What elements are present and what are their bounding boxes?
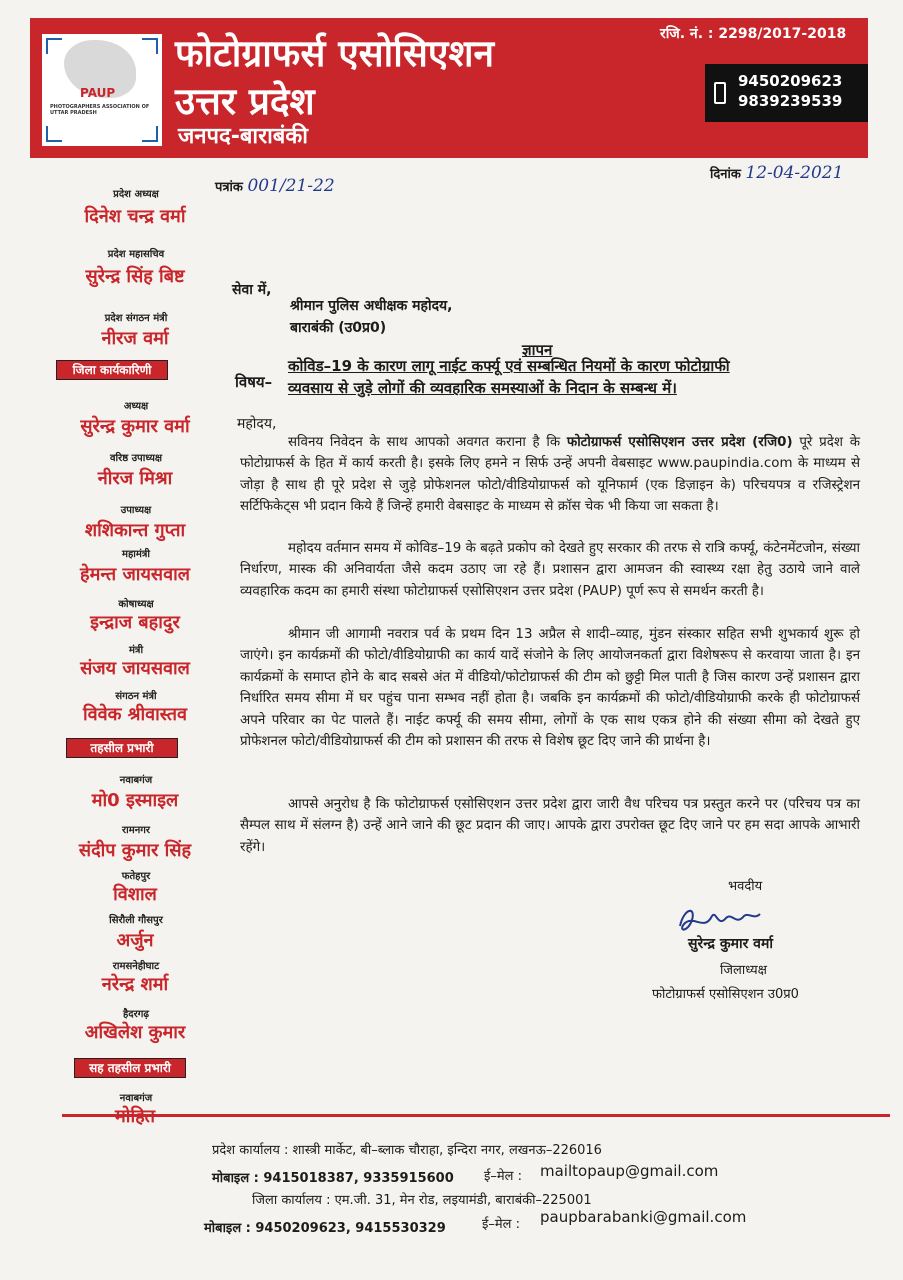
- footer-divider: [62, 1114, 890, 1117]
- salutation: महोदय,: [237, 416, 277, 432]
- ref-label: पत्रांक: [215, 180, 243, 195]
- sidebar-role: मंत्री: [128, 645, 144, 656]
- paragraph-3: श्रीमान जी आगामी नवरात्र पर्व के प्रथम दिन 13 अप्रैल से शादी–व्याह, मुंडन संस्कार सहित सभी शुभकार्य शुरू हो जाएंगे। इन कार्यक्रमों की फोटो/वीडियोग्राफी का कार्य यादें संजोने के लिए आयोजनकर्ता द्वारा विशेषरूप से करवाया जाता है। इन कार्यक्रमों के समाप्त होने के बाद सबसे अंत में वीडियो/फोटोग्राफर्स की टीम को छुट्टी मिल पाती है जिस कारण उन्हें प्रशासन द्वारा निर्धारित समय सीमा में घर पहुंच पाना सम्भव नहीं होता है। जबकि इन कार्यक्रमों की फोटो/वीडियोग्राफी करके ही फोटोग्राफर्स अपने परिवार का पेट पालते हैं। नाईट कर्फ्यू की समय सीमा, लोगों के एक साथ एकत्र होने की संख्या सीमा को देखते हुए प्रोफेशनल फोटो/वीडियोग्राफर्स की टीम को प्रशासन की तरफ से विशेष छूट दिए जाने की प्रार्थना है।: [240, 627, 860, 750]
- district-office-mobile: मोबाइल : 9450209623, 9415530329: [204, 1221, 446, 1236]
- sidebar-role: उपाध्यक्ष: [120, 505, 152, 516]
- paragraph-4: आपसे अनुरोध है कि फोटोग्राफर्स एसोसिएशन उत्तर प्रदेश द्वारा जारी वैध परिचय पत्र प्रस्तुत करने पर (परिचय पत्र का सैम्पल साथ में संलग्न है) उन्हें आने जाने की छूट प्रदान की जाए। आपके द्वारा उपरोक्त छूट दिए जाने पर हम सदा आपके आभारी रहेंगे।: [240, 797, 860, 855]
- sidebar-name: अखिलेश कुमार: [84, 1022, 186, 1043]
- sidebar-role: प्रदेश महासचिव: [107, 249, 165, 260]
- sidebar-name: विशाल: [113, 884, 157, 905]
- sidebar-name: मो0 इस्माइल: [91, 790, 179, 811]
- subject-label: विषय–: [235, 373, 273, 391]
- signatory-organisation: फोटोग्राफर्स एसोसिएशन उ0प्र0: [652, 987, 799, 1002]
- sidebar-role: फतेहपुर: [121, 871, 151, 882]
- memorandum-heading: ज्ञापन: [522, 341, 553, 359]
- state-office-email: mailtopaup@gmail.com: [540, 1162, 719, 1180]
- district-name: जनपद-बाराबंकी: [178, 124, 308, 149]
- subject-line-2: व्यवसाय से जुड़े लोगों की व्यवहारिक समस्याओं के निदान के सम्बन्ध में।: [288, 379, 677, 397]
- state-email-label: ई–मेल :: [484, 1169, 522, 1184]
- signatory-designation: जिलाध्यक्ष: [720, 963, 767, 978]
- date-value: 12-04-2021: [745, 163, 844, 183]
- sidebar-role: अध्यक्ष: [123, 401, 149, 412]
- sidebar-name: नरेन्द्र शर्मा: [101, 974, 169, 995]
- sidebar-name: इन्द्राज बहादुर: [90, 612, 180, 633]
- logo-corner: [142, 38, 158, 54]
- sidebar-role: रामनगर: [122, 825, 150, 836]
- sidebar-role: कोषाध्यक्ष: [118, 599, 154, 610]
- header-phone-1: 9450209623: [738, 72, 843, 90]
- sidebar-name: दिनेश चन्द्र वर्मा: [84, 206, 186, 227]
- closing-word: भवदीय: [728, 879, 763, 894]
- org-name-line1: फोटोग्राफर्स एसोसिएशन: [175, 32, 495, 75]
- logo-corner: [46, 126, 62, 142]
- district-email-label: ई–मेल :: [482, 1217, 520, 1232]
- sidebar-name: संदीप कुमार सिंह: [78, 840, 192, 861]
- paragraph-1-intro: सविनय निवेदन के साथ आपको अवगत कराना है कि: [288, 435, 561, 450]
- paup-logo: [42, 34, 162, 146]
- sidebar-name: शशिकान्त गुप्ता: [84, 520, 186, 541]
- sidebar-role: रामसनेहीघाट: [112, 961, 160, 972]
- reference-number: [215, 176, 335, 196]
- sidebar-role: नवाबगंज: [119, 775, 153, 786]
- sidebar-role: सिरौली गौसपुर: [109, 915, 163, 926]
- paragraph-1: [240, 432, 860, 518]
- org-name-line2: उत्तर प्रदेश: [175, 80, 315, 123]
- logo-corner: [46, 38, 62, 54]
- header-phone-2: 9839239539: [738, 92, 843, 110]
- sidebar-name: नीरज मिश्रा: [97, 468, 173, 489]
- logo-title: PAUP: [80, 86, 116, 100]
- paragraph-2: महोदय वर्तमान समय में कोविड–19 के बढ़ते प्रकोप को देखते हुए सरकार की तरफ से रात्रि कर्फ्यू, कंटेनमेंटजोन, संख्या निर्धारण, मास्क की अनिवार्यता जैसे कदम उठाए जा रहे हैं। प्रशासन द्वारा आमजन की स्वास्थ्य रक्षा हेतु उठाये जाने वाले व्यवहारिक कदम का हमारी संस्था फोटोग्राफर्स एसोसिएशन उत्तर प्रदेश (PAUP) पूर्ण रूप से समर्थन करती है।: [240, 541, 860, 599]
- sidebar-name: सुरेन्द्र कुमार वर्मा: [80, 416, 190, 437]
- sidebar-name: हेमन्त जायसवाल: [80, 564, 190, 585]
- state-office-address: प्रदेश कार्यालय : शास्त्री मार्केट, बी–ब्लाक चौराहा, इन्दिरा नगर, लखनऊ–226016: [212, 1143, 602, 1158]
- address-line-1: सेवा में,: [232, 282, 272, 298]
- signature-scribble: [674, 902, 764, 938]
- sidebar-role: महामंत्री: [122, 549, 150, 560]
- banner-district-executive: जिला कार्यकारिणी: [56, 360, 168, 380]
- paragraph-1-rest: पूरे प्रदेश के फोटोग्राफर्स के हित में कार्य करती है। इसके लिए हमने न सिर्फ उन्हें अपनी वेबसाइट www.paupindia.com के माध्यम से जोड़ा है साथ ही पूरे प्रदेश से जुड़े प्रोफेशनल फोटो/वीडियोग्राफर्स को यूनिफार्म (एक डिज़ाइन के) परिचयपत्र व रजिस्ट्रेशन सर्टिफिकेट्स भी प्रदान किये हैं जिन्हें हमारी वेबसाइट के माध्यम से क्रॉस चेक भी किया जा सकता है।: [240, 435, 860, 515]
- sidebar-name: विवेक श्रीवास्तव: [82, 704, 188, 725]
- sidebar-role: प्रदेश अध्यक्ष: [113, 189, 159, 200]
- sidebar-role: संगठन मंत्री: [115, 691, 157, 702]
- mobile-phone-icon: [714, 82, 726, 104]
- sidebar-name: संजय जायसवाल: [80, 658, 190, 679]
- logo-subtitle: PHOTOGRAPHERS ASSOCIATION OF UTTAR PRADESH: [50, 104, 150, 116]
- banner-co-tehsil-incharge: सह तहसील प्रभारी: [74, 1058, 186, 1078]
- address-line-3: बाराबंकी (उ0प्र0): [290, 320, 387, 336]
- address-line-2: श्रीमान पुलिस अधीक्षक महोदय,: [290, 298, 453, 314]
- sidebar-role: प्रदेश संगठन मंत्री: [104, 313, 168, 324]
- org-name-bold: फोटोग्राफर्स एसोसिएशन उत्तर प्रदेश (रजि0): [566, 435, 793, 450]
- sidebar-role: हैदरगढ़: [123, 1009, 149, 1020]
- sidebar-role: वरिष्ठ उपाध्यक्ष: [109, 453, 163, 464]
- letter-date: [710, 163, 843, 183]
- sidebar-name: अर्जुन: [116, 930, 154, 951]
- logo-corner: [142, 126, 158, 142]
- sidebar-role: नवाबगंज: [119, 1093, 153, 1104]
- ref-value: 001/21-22: [247, 176, 335, 196]
- sidebar-name: सुरेन्द्र सिंह बिष्ट: [85, 266, 185, 287]
- district-office-email: paupbarabanki@gmail.com: [540, 1208, 747, 1226]
- signatory-name: सुरेन्द्र कुमार वर्मा: [688, 936, 773, 952]
- banner-tehsil-incharge: तहसील प्रभारी: [66, 738, 178, 758]
- state-office-mobile: मोबाइल : 9415018387, 9335915600: [212, 1171, 454, 1186]
- registration-number: रजि. नं. : 2298/2017-2018: [660, 26, 847, 42]
- subject-line-1: कोविड–19 के कारण लागू नाईट कर्फ्यू एवं सम्बन्धित नियमों के कारण फोटोग्राफी: [288, 357, 730, 375]
- sidebar-name: नीरज वर्मा: [101, 328, 169, 349]
- district-office-address: जिला कार्यालय : एम.जी. 31, मेन रोड, लइयामंडी, बाराबंकी–225001: [252, 1193, 592, 1208]
- date-label: दिनांक: [710, 167, 741, 182]
